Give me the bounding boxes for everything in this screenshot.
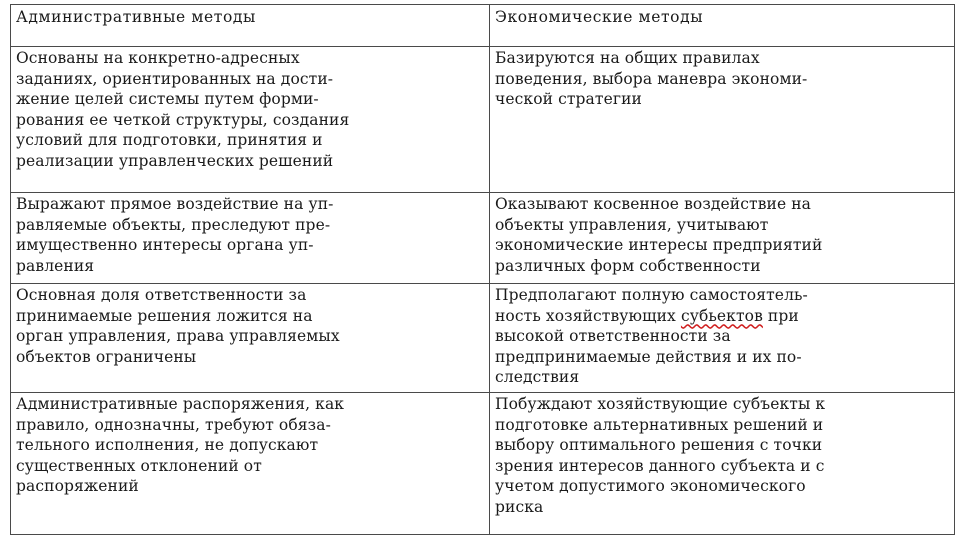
table-row bbox=[11, 193, 955, 284]
cell-text: Основаны на конкретно-адресных заданиях, ориентированных на дости- жение целей системы путем форми- рования ее четкой структуры, создания условий для подготовки, принятия и реализации управленческих решений bbox=[16, 49, 350, 170]
cell-text: Административные распоряжения, как правило, однозначны, требуют обяза- тельного исполнения, не допускают существенных отклонений от распоряжений bbox=[16, 395, 345, 495]
cell-text: Основная доля ответственности за принимаемые решения ложится на орган управления, права управляемых объектов ограничены bbox=[16, 286, 340, 366]
table-row bbox=[11, 284, 955, 393]
cell-admin-responsibility bbox=[11, 284, 490, 393]
cell-text: Побуждают хозяйствующие субъекты к подготовке альтернативных решений и выбору оптимального решения с точки зрения интересов данного субъекта и с учетом допустимого экономического риска bbox=[495, 395, 826, 516]
header-administrative-methods: Административные методы bbox=[11, 5, 490, 47]
cell-text-part: Предполагают полную самостоятель- ность хозяйствующих bbox=[495, 286, 808, 325]
cell-text bbox=[495, 285, 949, 388]
cell-text: Оказывают косвенное воздействие на объекты управления, учитывают экономические интересы предприятий различных форм собственности bbox=[495, 195, 823, 275]
table-row bbox=[11, 393, 955, 535]
cell-text: Выражают прямое воздействие на уп- равляемые объекты, преследуют пре- имущественно интересы органа уп- равления bbox=[16, 195, 334, 275]
document-page bbox=[10, 4, 954, 534]
table-header-row bbox=[11, 5, 955, 47]
header-economic-methods: Экономические методы bbox=[490, 5, 955, 47]
cell-econ-responsibility bbox=[490, 284, 955, 393]
comparison-table bbox=[10, 4, 955, 535]
cell-text: Базируются на общих правилах поведения, выбора маневра экономи- ческой стратегии bbox=[495, 49, 808, 108]
cell-econ-influence bbox=[490, 193, 955, 284]
cell-econ-orders bbox=[490, 393, 955, 535]
cell-admin-orders bbox=[11, 393, 490, 535]
table-row bbox=[11, 47, 955, 193]
cell-econ-basis bbox=[490, 47, 955, 193]
cell-admin-basis bbox=[11, 47, 490, 193]
cell-admin-influence bbox=[11, 193, 490, 284]
cell-text-part: при высокой ответственности за предпринимаемые действия и их по- следствия bbox=[495, 306, 802, 386]
spellcheck-flagged-word: субьектов bbox=[680, 306, 763, 325]
